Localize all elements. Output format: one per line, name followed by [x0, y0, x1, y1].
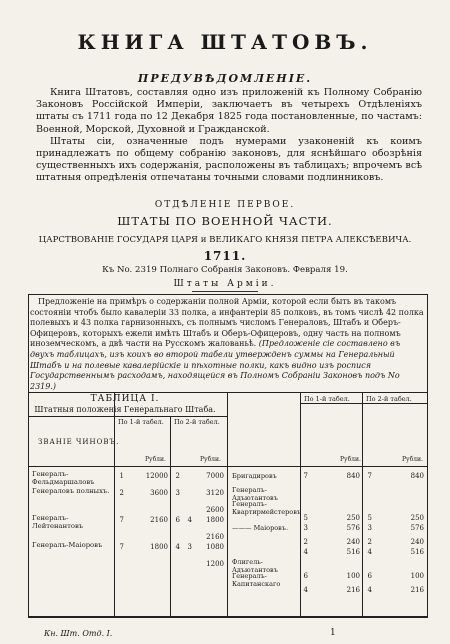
row-count-2: 2	[175, 472, 180, 480]
row-rank-label: Генералъ-Квартирмейстеровъ	[232, 500, 302, 516]
row-count-2: 7	[367, 472, 372, 480]
col-group1-header-right: По 1-й табел.	[304, 395, 350, 403]
row-salary-2: 840	[410, 472, 424, 480]
col-group2-header-right: По 2-й табел.	[366, 395, 412, 403]
row-salary-2: 1800	[206, 516, 224, 524]
col-group2-header: По 2-й табел.	[174, 418, 220, 426]
section-heading: ОТДѢЛЕНІЕ ПЕРВОЕ.	[154, 200, 296, 210]
row-rank-label: ——— Маіоровъ.	[232, 524, 289, 532]
preface-heading: ПРЕДУВѢДОМЛЕНІЕ.	[137, 72, 313, 85]
row-rank-label: Флигель-Адъютантовъ	[232, 558, 278, 574]
row-salary-1: 240	[346, 538, 360, 546]
row-salary-1: 250	[346, 514, 360, 522]
row-salary-1: 840	[346, 472, 360, 480]
row-salary-1: 3600	[150, 489, 168, 497]
col-divider	[170, 416, 171, 616]
row-count-1: 2	[303, 538, 308, 546]
row-salary-1: 2160	[150, 516, 168, 524]
row-count-1: 5	[303, 514, 308, 522]
row-rank-label: Генераловъ полныхъ.	[32, 487, 110, 495]
col-divider	[114, 392, 115, 616]
row-count-2: 6	[367, 572, 372, 580]
row-salary-2: 240	[410, 538, 424, 546]
table-title: ТАБЛИЦА I.	[90, 394, 160, 404]
row-salary-2: 7000	[206, 472, 224, 480]
row-count-1: 4	[303, 548, 308, 556]
part-heading: ШТАТЫ ПО ВОЕННОЙ ЧАСТИ.	[117, 214, 333, 228]
row-salary-1: 516	[346, 548, 360, 556]
row-salary-1: 216	[346, 586, 360, 594]
row-rank-label: Генералъ-Адъютантовъ	[232, 486, 278, 502]
row-foreign-2: 4	[187, 516, 192, 524]
table-bottom-rule	[28, 616, 428, 617]
row-rank-label: Генералъ-Фельдмаршаловъ	[32, 470, 95, 486]
staff-heading: Штаты Арміи.	[173, 279, 277, 289]
preface-paragraph-2: Штаты сіи, означенные подъ нумерами узаконеній къ коимъ принадлежатъ по общему собранію законовъ, для яснѣйшаго обозрѣнія существенныхъ ихъ содержанія, расположены въ таблицахъ; впрочемъ всѣ штатныя опредѣленія отпечатаны точными словами подлинниковъ.	[36, 135, 422, 184]
row-salary-1: 12000	[145, 472, 168, 480]
row-count-1: 7	[119, 516, 124, 524]
row-salary-2: 2600	[206, 506, 224, 514]
col-divider	[362, 392, 363, 616]
row-count-1: 7	[119, 543, 124, 551]
footer-signature: Кн. Шт. Отд. I.	[44, 629, 113, 638]
row-count-1: 6	[303, 572, 308, 580]
row-count-2: 4	[175, 543, 180, 551]
row-count-2: 3	[367, 524, 372, 532]
header-rule	[28, 416, 227, 417]
reign-heading: ЦАРСТВОВАНІЕ ГОСУДАРЯ ЦАРЯ и ВЕЛИКАГО КНЯЗЯ ПЕТРА АЛЕКСѢЕВИЧА.	[38, 235, 412, 245]
row-salary-2: 576	[410, 524, 424, 532]
row-rank-label: Генералъ-Маіоровъ	[32, 541, 103, 549]
row-count-1: 7	[303, 472, 308, 480]
row-count-2: 6	[175, 516, 180, 524]
row-salary-2: 516	[410, 548, 424, 556]
header-rule	[227, 466, 428, 467]
notice-text	[30, 297, 424, 392]
row-count-1: 4	[303, 586, 308, 594]
row-salary-2: 1080	[206, 543, 224, 551]
row-salary-1: 576	[346, 524, 360, 532]
row-salary-2: 250	[410, 514, 424, 522]
row-salary-2: 2160	[206, 533, 224, 541]
col-rub-header-right: Рубли.	[340, 456, 361, 463]
col-divider	[300, 392, 301, 616]
header-rule	[28, 466, 227, 467]
row-salary-1: 100	[346, 572, 360, 580]
row-count-2: 5	[367, 514, 372, 522]
row-count-1: 1	[119, 472, 124, 480]
row-count-1: 3	[303, 524, 308, 532]
row-salary-2: 216	[410, 586, 424, 594]
row-count-1: 2	[119, 489, 124, 497]
notice-italic: (Предложеніе сіе составлено въ двухъ таблицахъ, изъ коихъ во второй табели утвержденъ суммы на Генеральный Штабъ и на полевые кавалерійскіе и пѣхотные полки, какъ видно изъ роспися Государственнымъ расходамъ, находящейся въ Полномъ Собраніи Законовъ подъ No 2319.)	[30, 339, 401, 391]
col-rub-header-right-2: Рубли.	[402, 456, 423, 463]
row-rank-label: Генералъ-Лейтенантовъ	[32, 514, 84, 530]
preface-text	[36, 87, 422, 185]
book-title: КНИГА ШТАТОВЪ.	[77, 30, 373, 54]
row-rank-label: Бригадировъ	[232, 472, 277, 480]
heading-rule	[192, 291, 258, 292]
notice-body: Предложеніе на примѣръ о содержаніи полной Арміи, которой если быть въ такомъ состояніи чтобъ было кавалеріи 33 полка, а инфантеріи 85 полковъ, въ томъ числѣ 42 полка полевыхъ и 43 полка гарнизонныхъ, съ полнымъ числомъ Генераловъ, Штабъ и Оберъ-Офицеровъ, которыхъ ежели имѣть Штабъ и Оберъ-Офицеровъ, одну часть на полномъ иноземческомъ, а двѣ части на Русскомъ жалованьѣ.	[30, 297, 424, 349]
row-salary-2: 3120	[206, 489, 224, 497]
row-salary-1: 1800	[150, 543, 168, 551]
law-reference: Къ No. 2319 Полнаго Собранія Законовъ. Февраля 19.	[102, 265, 348, 275]
row-count-2: 2	[367, 538, 372, 546]
table-subtitle: Штатныя положенія Генеральнаго Штаба.	[34, 405, 216, 414]
col-rub-header: Рубли.	[145, 456, 166, 463]
row-rank-label: Генералъ-Капитанскаго	[232, 572, 281, 588]
header-rule	[300, 403, 428, 404]
row-count-2: 4	[367, 586, 372, 594]
year-heading: 1711.	[203, 249, 247, 263]
col-rank-header: ЗВАНІЕ ЧИНОВЪ.	[38, 438, 120, 446]
table-split	[227, 392, 228, 616]
row-count-2: 3	[175, 489, 180, 497]
page-number: 1	[330, 628, 336, 638]
row-foreign-2: 3	[187, 543, 192, 551]
col-group1-header: По 1-й табел.	[118, 418, 164, 426]
row-salary-2: 1200	[206, 560, 224, 568]
preface-paragraph-1: Книга Штатовъ, составляя одно изъ приложеній къ Полному Собранію Законовъ Россійской Имперіи, заключаетъ въ четырехъ Отдѣленіяхъ штаты съ 1711 года по 12 Декабря 1825 года постановленные, по частамъ: Военной, Морской, Духовной и Гражданской.	[36, 87, 422, 135]
row-count-2: 4	[367, 548, 372, 556]
col-rub-header-2: Рубли.	[200, 456, 221, 463]
notice-divider	[28, 392, 428, 393]
row-salary-2: 100	[410, 572, 424, 580]
